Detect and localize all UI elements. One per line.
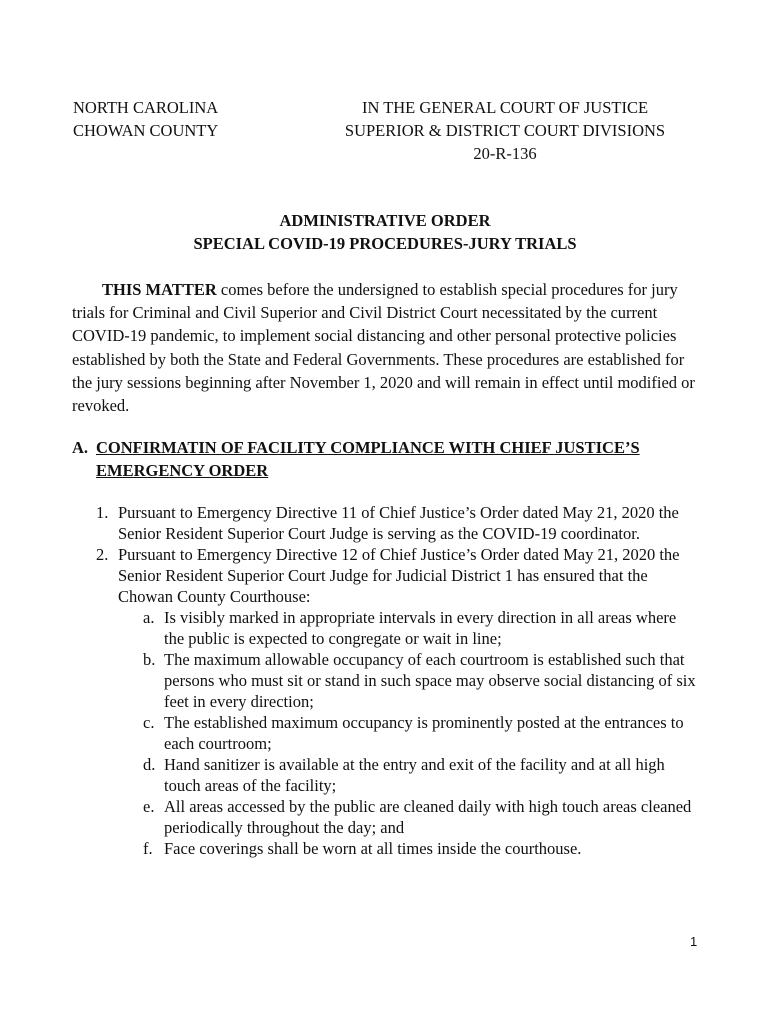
sub-list [143, 607, 696, 859]
intro-lead: THIS MATTER [102, 280, 217, 299]
list-item-text: Pursuant to Emergency Directive 12 of Chief Justice’s Order dated May 21, 2020 the Senior Resident Superior Court Judge for Judicial District 1 has ensured that the Chowan County Courthouse: [118, 545, 680, 606]
sub-item [143, 796, 696, 838]
list-item-text: Pursuant to Emergency Directive 11 of Chief Justice’s Order dated May 21, 2020 the Senior Resident Superior Court Judge is serving as the COVID-19 coordinator. [118, 503, 679, 543]
list-item-number: 2. [96, 545, 109, 564]
caption-state: NORTH CAROLINA [73, 98, 219, 117]
caption-court: IN THE GENERAL COURT OF JUSTICE [361, 98, 649, 117]
intro-text: comes before the undersigned to establish special procedures for jury trials for Criminal and Civil Superior and Civil District Court necessitated by the current COVID-19 pandemic, to implement social distancing and other personal protective policies established by both the State and Federal Governments. These procedures are established for the jury sessions beginning after November 1, 2020 and will remain in effect until modified or revoked. [72, 280, 695, 416]
title-line-2: SPECIAL COVID-19 PROCEDURES-JURY TRIALS [193, 234, 577, 253]
section-letter: A. [72, 438, 89, 457]
sub-item [143, 754, 696, 796]
caption-left [73, 96, 218, 142]
document-title [0, 209, 770, 255]
list-item [96, 544, 696, 607]
list-item [96, 502, 696, 544]
sub-item-letter: a. [143, 608, 155, 627]
sub-item-letter: f. [143, 839, 153, 858]
title-line-1: ADMINISTRATIVE ORDER [279, 211, 491, 230]
sub-item-text: Hand sanitizer is available at the entry and exit of the facility and at all high touch areas of the facility; [164, 755, 665, 795]
section-heading-line-1: CONFIRMATIN OF FACILITY COMPLIANCE WITH CHIEF JUSTICE’S [96, 438, 640, 457]
sub-item-letter: b. [143, 650, 156, 669]
caption-file-number: 20-R-136 [473, 144, 537, 163]
sub-item [143, 838, 696, 859]
sub-item-text: The maximum allowable occupancy of each courtroom is established such that persons who must sit or stand in such space may observe social distancing of six feet in every direction; [164, 650, 696, 711]
intro-paragraph [72, 278, 697, 417]
sub-item-letter: c. [143, 713, 155, 732]
sub-item-text: The established maximum occupancy is prominently posted at the entrances to each courtroom; [164, 713, 684, 753]
sub-item-letter: e. [143, 797, 155, 816]
numbered-list [96, 502, 696, 859]
sub-item [143, 649, 696, 712]
section-a-heading [72, 436, 697, 482]
sub-item-text: All areas accessed by the public are cleaned daily with high touch areas cleaned periodically throughout the day; and [164, 797, 692, 837]
caption-divisions: SUPERIOR & DISTRICT COURT DIVISIONS [344, 121, 666, 140]
sub-item-text: Face coverings shall be worn at all times inside the courthouse. [164, 839, 582, 858]
sub-item-text: Is visibly marked in appropriate intervals in every direction in all areas where the public is expected to congregate or wait in line; [164, 608, 677, 648]
sub-item [143, 712, 696, 754]
caption-county: CHOWAN COUNTY [73, 121, 219, 140]
sub-item-letter: d. [143, 755, 156, 774]
section-heading-line-2: EMERGENCY ORDER [96, 461, 269, 480]
list-item-number: 1. [96, 503, 109, 522]
sub-item [143, 607, 696, 649]
page-number: 1 [690, 934, 698, 949]
caption-right [320, 96, 690, 165]
